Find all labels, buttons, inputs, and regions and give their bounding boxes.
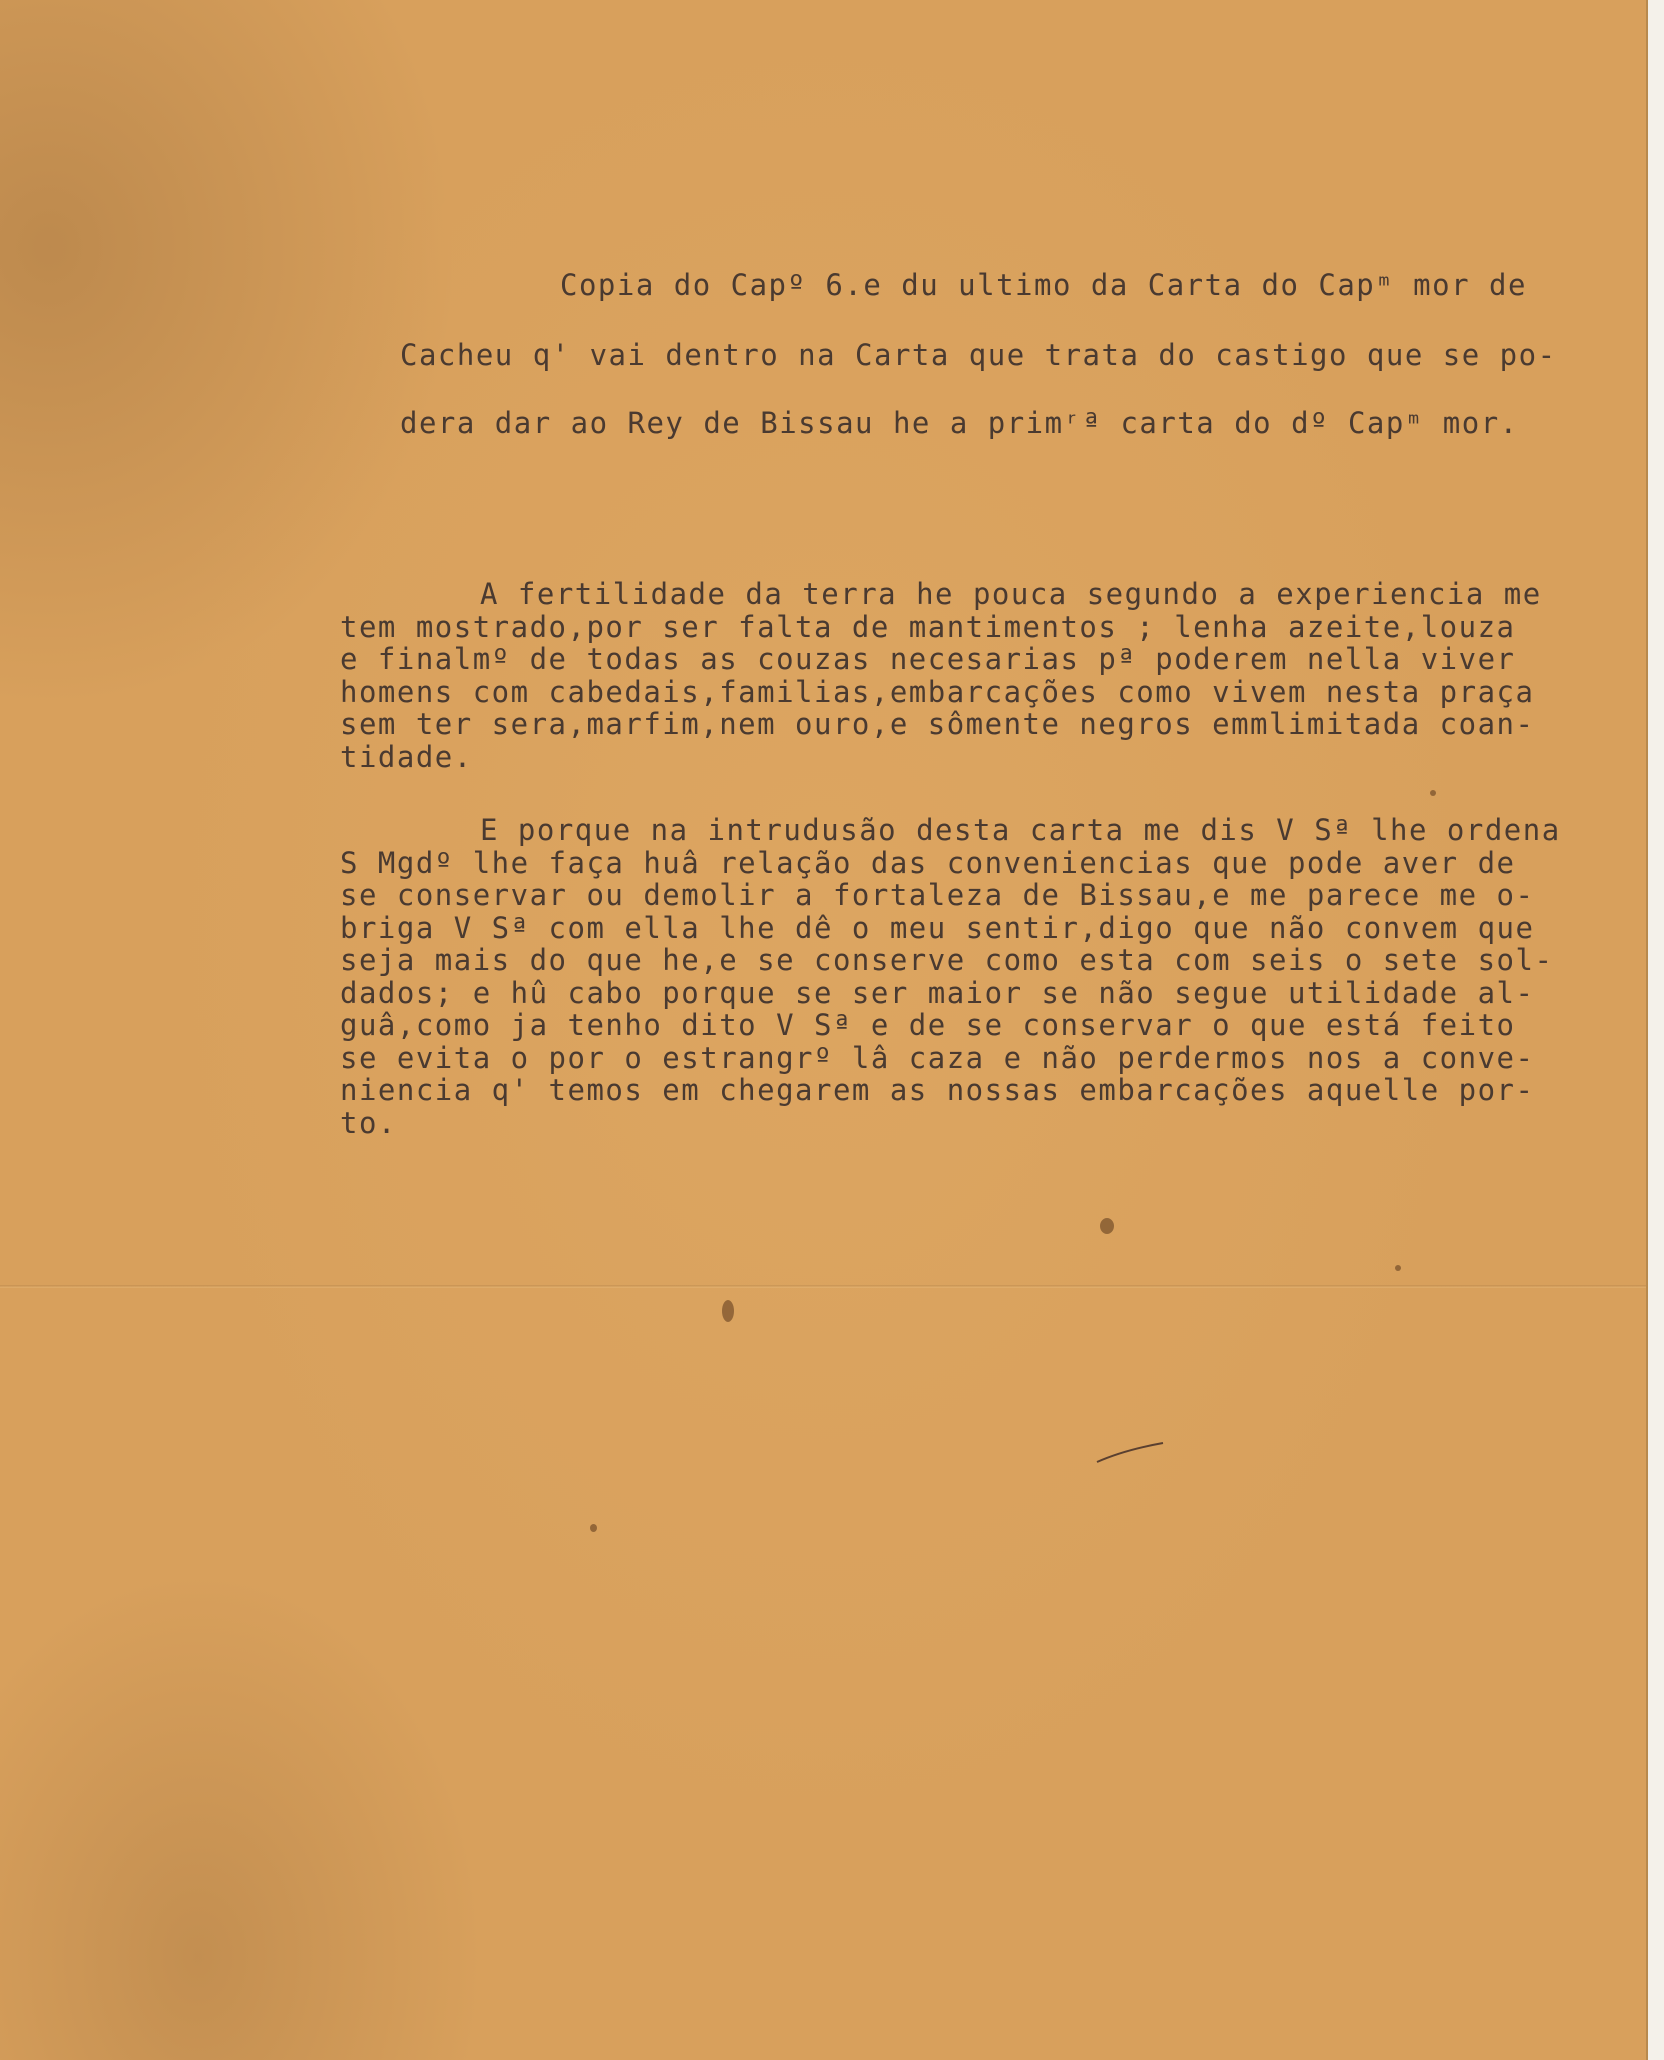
paragraph-line: E porque na intrudusão desta carta me dis V Sª lhe ordena	[480, 813, 1561, 847]
paragraph-line: seja mais do que he,e se conserve como esta com seis o sete sol-	[340, 943, 1554, 977]
ink-spot	[590, 1524, 597, 1532]
ink-spot	[1100, 1218, 1114, 1234]
paragraph-1	[340, 578, 1542, 773]
header-line-3: dera dar ao Rey de Bissau he a primʳª carta do dº Capᵐ mor.	[400, 406, 1519, 440]
paragraph-line: tidade.	[340, 739, 473, 774]
header-line-2: Cacheu q' vai dentro na Carta que trata do castigo que se po-	[400, 338, 1557, 372]
paragraph-2	[340, 814, 1561, 1139]
paragraph-line: to.	[340, 1105, 397, 1140]
paragraph-line: sem ter sera,marfim,nem ouro,e sômente negros emmlimitada coan-	[340, 707, 1535, 741]
paragraph-line: se conservar ou demolir a fortaleza de Bissau,e me parece me o-	[340, 878, 1535, 912]
pencil-mark	[1095, 1440, 1165, 1464]
paragraph-line: S Mgdº lhe faça huâ relação das conveniencias que pode aver de	[340, 845, 1516, 880]
paragraph-line: se evita o por o estrangrº lâ caza e não perdermos nos a conve-	[340, 1040, 1535, 1075]
paragraph-line: dados; e hû cabo porque se ser maior se não segue utilidade al-	[340, 975, 1535, 1010]
scan-margin	[1646, 0, 1664, 2060]
ink-spot	[1430, 790, 1436, 796]
ink-spot	[722, 1300, 734, 1322]
paragraph-line: niencia q' temos em chegarem as nossas embarcações aquelle por-	[340, 1073, 1535, 1107]
paragraph-line: A fertilidade da terra he pouca segundo a experiencia me	[480, 577, 1542, 611]
header-line-1: Copia do Capº 6.e du ultimo da Carta do Capᵐ mor de	[560, 268, 1527, 302]
paragraph-line: homens com cabedais,familias,embarcações como vivem nesta praça	[340, 674, 1535, 709]
paper-fold	[0, 1285, 1646, 1288]
paragraph-line: e finalmº de todas as couzas necesarias pª poderem nella viver	[340, 642, 1516, 676]
ink-spot	[1395, 1265, 1401, 1271]
paragraph-line: guâ,como ja tenho dito V Sª e de se conservar o que está feito	[340, 1008, 1516, 1042]
paragraph-line: briga V Sª com ella lhe dê o meu sentir,digo que não convem que	[340, 910, 1535, 945]
paragraph-line: tem mostrado,por ser falta de mantimentos ; lenha azeite,louza	[340, 609, 1516, 644]
